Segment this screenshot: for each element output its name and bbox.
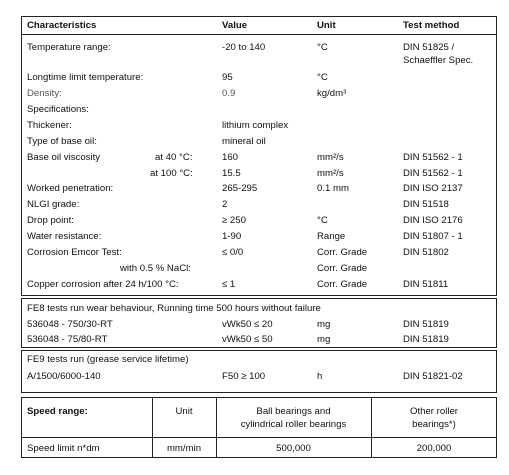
fe8-row2-label: 536048 - 75/80-RT xyxy=(27,334,108,345)
copper-corrosion-method: DIN 51811 xyxy=(403,279,449,290)
fe8-row2-value: vWk50 ≤ 50 xyxy=(222,334,273,345)
worked-penetration-label: Worked penetration: xyxy=(27,183,114,194)
drop-point-method: DIN ISO 2176 xyxy=(403,215,463,226)
temperature-range-unit: °C xyxy=(317,42,328,53)
header-value: Value xyxy=(222,20,248,31)
fe9-row-value: F50 ≥ 100 xyxy=(222,371,266,382)
fe8-row2-method: DIN 51819 xyxy=(403,334,449,345)
worked-penetration-method: DIN ISO 2137 xyxy=(403,183,463,194)
speed-limit-other-value: 200,000 xyxy=(416,443,452,454)
nlgi-grade-method: DIN 51518 xyxy=(403,199,449,210)
nlgi-grade-label: NLGI grade: xyxy=(27,199,80,210)
viscosity-100-unit: mm²/s xyxy=(317,168,344,179)
nlgi-grade-value: 2 xyxy=(222,199,228,210)
viscosity-40-method: DIN 51562 - 1 xyxy=(403,152,463,163)
speed-header-divider xyxy=(21,437,497,438)
fe9-row-method: DIN 51821-02 xyxy=(403,371,463,382)
base-oil-type-label: Type of base oil: xyxy=(27,136,97,147)
viscosity-100-value: 15.5 xyxy=(222,168,241,179)
viscosity-40-unit: mm²/s xyxy=(317,152,344,163)
temperature-range-label: Temperature range: xyxy=(27,42,111,53)
header-test-method: Test method xyxy=(403,20,460,31)
speed-limit-unit: mm/min xyxy=(166,443,202,454)
speed-unit-header: Unit xyxy=(175,406,193,417)
header-unit: Unit xyxy=(317,20,336,31)
drop-point-value: ≥ 250 xyxy=(222,215,246,226)
base-oil-type-value: mineral oil xyxy=(222,136,266,147)
viscosity-100-method: DIN 51562 - 1 xyxy=(403,168,463,179)
fe8-row1-label: 536048 - 750/30-RT xyxy=(27,319,113,330)
corrosion-nacl-unit: Corr. Grade xyxy=(317,263,368,274)
viscosity-label: Base oil viscosity xyxy=(27,152,101,163)
density-value: 0.9 xyxy=(222,88,236,99)
temperature-range-method-line1: DIN 51825 / xyxy=(403,42,455,53)
temperature-range-value: -20 to 140 xyxy=(222,42,266,53)
speed-limit-ball-value: 500,000 xyxy=(276,443,311,454)
water-resistance-label: Water resistance: xyxy=(27,231,102,242)
drop-point-label: Drop point: xyxy=(27,215,74,226)
copper-corrosion-unit: Corr. Grade xyxy=(317,279,368,290)
corrosion-nacl-condition: with 0.5 % NaCl: xyxy=(120,263,191,274)
copper-corrosion-label: Copper corrosion after 24 h/100 °C: xyxy=(27,279,179,290)
longtime-limit-value: 95 xyxy=(222,72,233,83)
water-resistance-value: 1-90 xyxy=(222,231,242,242)
density-unit: kg/dm³ xyxy=(317,88,347,99)
corrosion-emcor-unit: Corr. Grade xyxy=(317,247,368,258)
corrosion-emcor-method: DIN 51802 xyxy=(403,247,449,258)
drop-point-unit: °C xyxy=(317,215,328,226)
header-divider xyxy=(21,34,497,35)
thickener-label: Thickener: xyxy=(27,120,72,131)
other-bearings-header-line1: Other roller xyxy=(410,406,458,417)
fe8-row1-value: vWk50 ≤ 20 xyxy=(222,319,273,330)
longtime-limit-label: Longtime limit temperature: xyxy=(27,72,144,83)
longtime-limit-unit: °C xyxy=(317,72,328,83)
ball-bearings-header-line1: Ball bearings and xyxy=(256,406,331,417)
density-label: Density: xyxy=(27,88,62,99)
other-bearings-header-line2: bearings*) xyxy=(412,419,456,430)
water-resistance-unit: Range xyxy=(317,231,346,242)
fe8-row1-method: DIN 51819 xyxy=(403,319,449,330)
fe8-title: FE8 tests run wear behaviour, Running time 500 hours without failure xyxy=(27,303,321,314)
corrosion-emcor-label: Corrosion Emcor Test: xyxy=(27,247,122,258)
viscosity-40-condition: at 40 °C: xyxy=(155,152,193,163)
worked-penetration-value: 265-295 xyxy=(222,183,258,194)
fe9-row-unit: h xyxy=(317,371,323,382)
viscosity-100-condition: at 100 °C: xyxy=(150,168,193,179)
header-characteristics: Characteristics xyxy=(27,20,97,31)
thickener-value: lithium complex xyxy=(222,120,289,131)
fe8-row2-unit: mg xyxy=(317,334,331,345)
corrosion-emcor-value: ≤ 0/0 xyxy=(222,247,244,258)
fe9-title: FE9 tests run (grease service lifetime) xyxy=(27,354,189,365)
ball-bearings-header-line2: cylindrical roller bearings xyxy=(240,419,347,430)
worked-penetration-unit: 0.1 mm xyxy=(317,183,349,194)
fe9-row-label: A/1500/6000-140 xyxy=(27,371,101,382)
viscosity-40-value: 160 xyxy=(222,152,239,163)
specifications-label: Specifications: xyxy=(27,104,89,115)
temperature-range-method-line2: Schaeffler Spec. xyxy=(403,55,474,66)
speed-range-header: Speed range: xyxy=(27,406,88,417)
speed-limit-label: Speed limit n*dm xyxy=(27,443,100,454)
water-resistance-method: DIN 51807 - 1 xyxy=(403,231,463,242)
fe8-row1-unit: mg xyxy=(317,319,331,330)
copper-corrosion-value: ≤ 1 xyxy=(222,279,236,290)
